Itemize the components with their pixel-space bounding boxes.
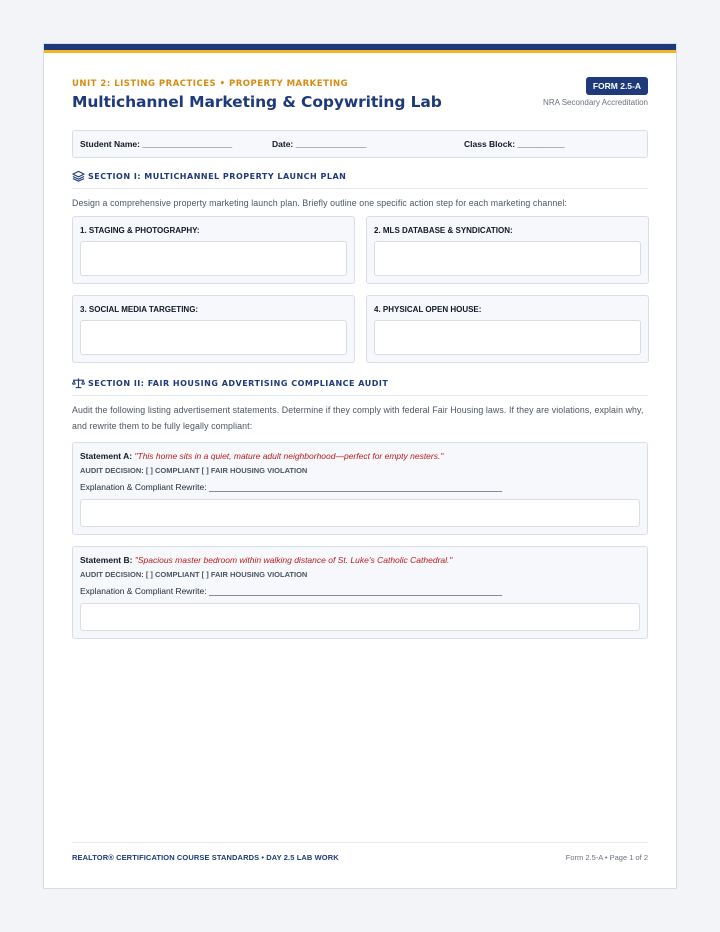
channel-label: 1. STAGING & PHOTOGRAPHY: bbox=[80, 226, 200, 235]
section-2-instructions: Audit the following listing advertisement statements. Determine if they comply with federal Fair Housing laws. If they are violations, explain why, and rewrite them to be fully legally compliant: bbox=[72, 405, 644, 431]
section-1-title: SECTION I: MULTICHANNEL PROPERTY LAUNCH PLAN bbox=[88, 171, 347, 181]
layers-icon bbox=[72, 170, 85, 182]
worksheet-page bbox=[43, 43, 677, 889]
statement-b-card bbox=[72, 546, 648, 639]
section-1-heading bbox=[72, 170, 648, 189]
footer bbox=[72, 842, 648, 862]
statement-b-quote: "Spacious master bedroom within walking distance of St. Luke's Catholic Cathedral." bbox=[134, 555, 453, 565]
statement-a-label: Statement A: bbox=[80, 451, 133, 461]
student-info-box bbox=[72, 130, 648, 158]
statement-a-answer-box[interactable] bbox=[80, 499, 640, 527]
channel-card-staging bbox=[72, 216, 355, 284]
page-title: Multichannel Marketing & Copywriting Lab bbox=[72, 93, 442, 111]
statement-b-label: Statement B: bbox=[80, 555, 133, 565]
staging-answer-box[interactable] bbox=[80, 241, 347, 276]
unit-eyebrow: UNIT 2: LISTING PRACTICES • PROPERTY MARKETING bbox=[72, 79, 349, 89]
accreditation-text: NRA Secondary Accreditation bbox=[543, 98, 648, 107]
social-answer-box[interactable] bbox=[80, 320, 347, 355]
statement-b-explanation-prompt: Explanation & Compliant Rewrite: ______________________________________________________________ bbox=[80, 586, 503, 596]
section-2-heading bbox=[72, 377, 648, 396]
footer-page-number: Form 2.5-A • Page 1 of 2 bbox=[565, 853, 648, 862]
section-1-instructions: Design a comprehensive property marketing launch plan. Briefly outline one specific action step for each marketing channel: bbox=[72, 198, 567, 208]
statement-a-quote: "This home sits in a quiet, mature adult neighborhood—perfect for empty nesters." bbox=[134, 451, 444, 461]
mls-answer-box[interactable] bbox=[374, 241, 641, 276]
channel-card-social bbox=[72, 295, 355, 363]
statement-a-decision[interactable]: AUDIT DECISION: [ ] COMPLIANT [ ] FAIR HOUSING VIOLATION bbox=[80, 466, 308, 475]
statement-b-line bbox=[80, 555, 640, 570]
header bbox=[72, 53, 648, 121]
form-badge: FORM 2.5-A bbox=[586, 77, 648, 95]
open-house-answer-box[interactable] bbox=[374, 320, 641, 355]
statement-a-line bbox=[80, 451, 640, 466]
statement-a-card bbox=[72, 442, 648, 535]
section-2-title: SECTION II: FAIR HOUSING ADVERTISING COMPLIANCE AUDIT bbox=[88, 378, 389, 388]
channel-label: 2. MLS DATABASE & SYNDICATION: bbox=[374, 226, 513, 235]
channel-grid bbox=[72, 216, 648, 363]
footer-standards: REALTOR® CERTIFICATION COURSE STANDARDS • DAY 2.5 LAB WORK bbox=[72, 853, 339, 862]
channel-card-open-house bbox=[366, 295, 649, 363]
channel-label: 4. PHYSICAL OPEN HOUSE: bbox=[374, 305, 482, 314]
channel-label: 3. SOCIAL MEDIA TARGETING: bbox=[80, 305, 199, 314]
class-block-field[interactable]: Class Block: __________ bbox=[464, 139, 565, 149]
scale-icon bbox=[72, 377, 85, 389]
channel-card-mls bbox=[366, 216, 649, 284]
date-field[interactable]: Date: _______________ bbox=[272, 139, 367, 149]
student-name-field[interactable]: Student Name: ___________________ bbox=[80, 139, 233, 149]
statement-a-explanation-prompt: Explanation & Compliant Rewrite: ______________________________________________________________ bbox=[80, 482, 503, 492]
statement-b-answer-box[interactable] bbox=[80, 603, 640, 631]
statement-b-decision[interactable]: AUDIT DECISION: [ ] COMPLIANT [ ] FAIR HOUSING VIOLATION bbox=[80, 570, 308, 579]
